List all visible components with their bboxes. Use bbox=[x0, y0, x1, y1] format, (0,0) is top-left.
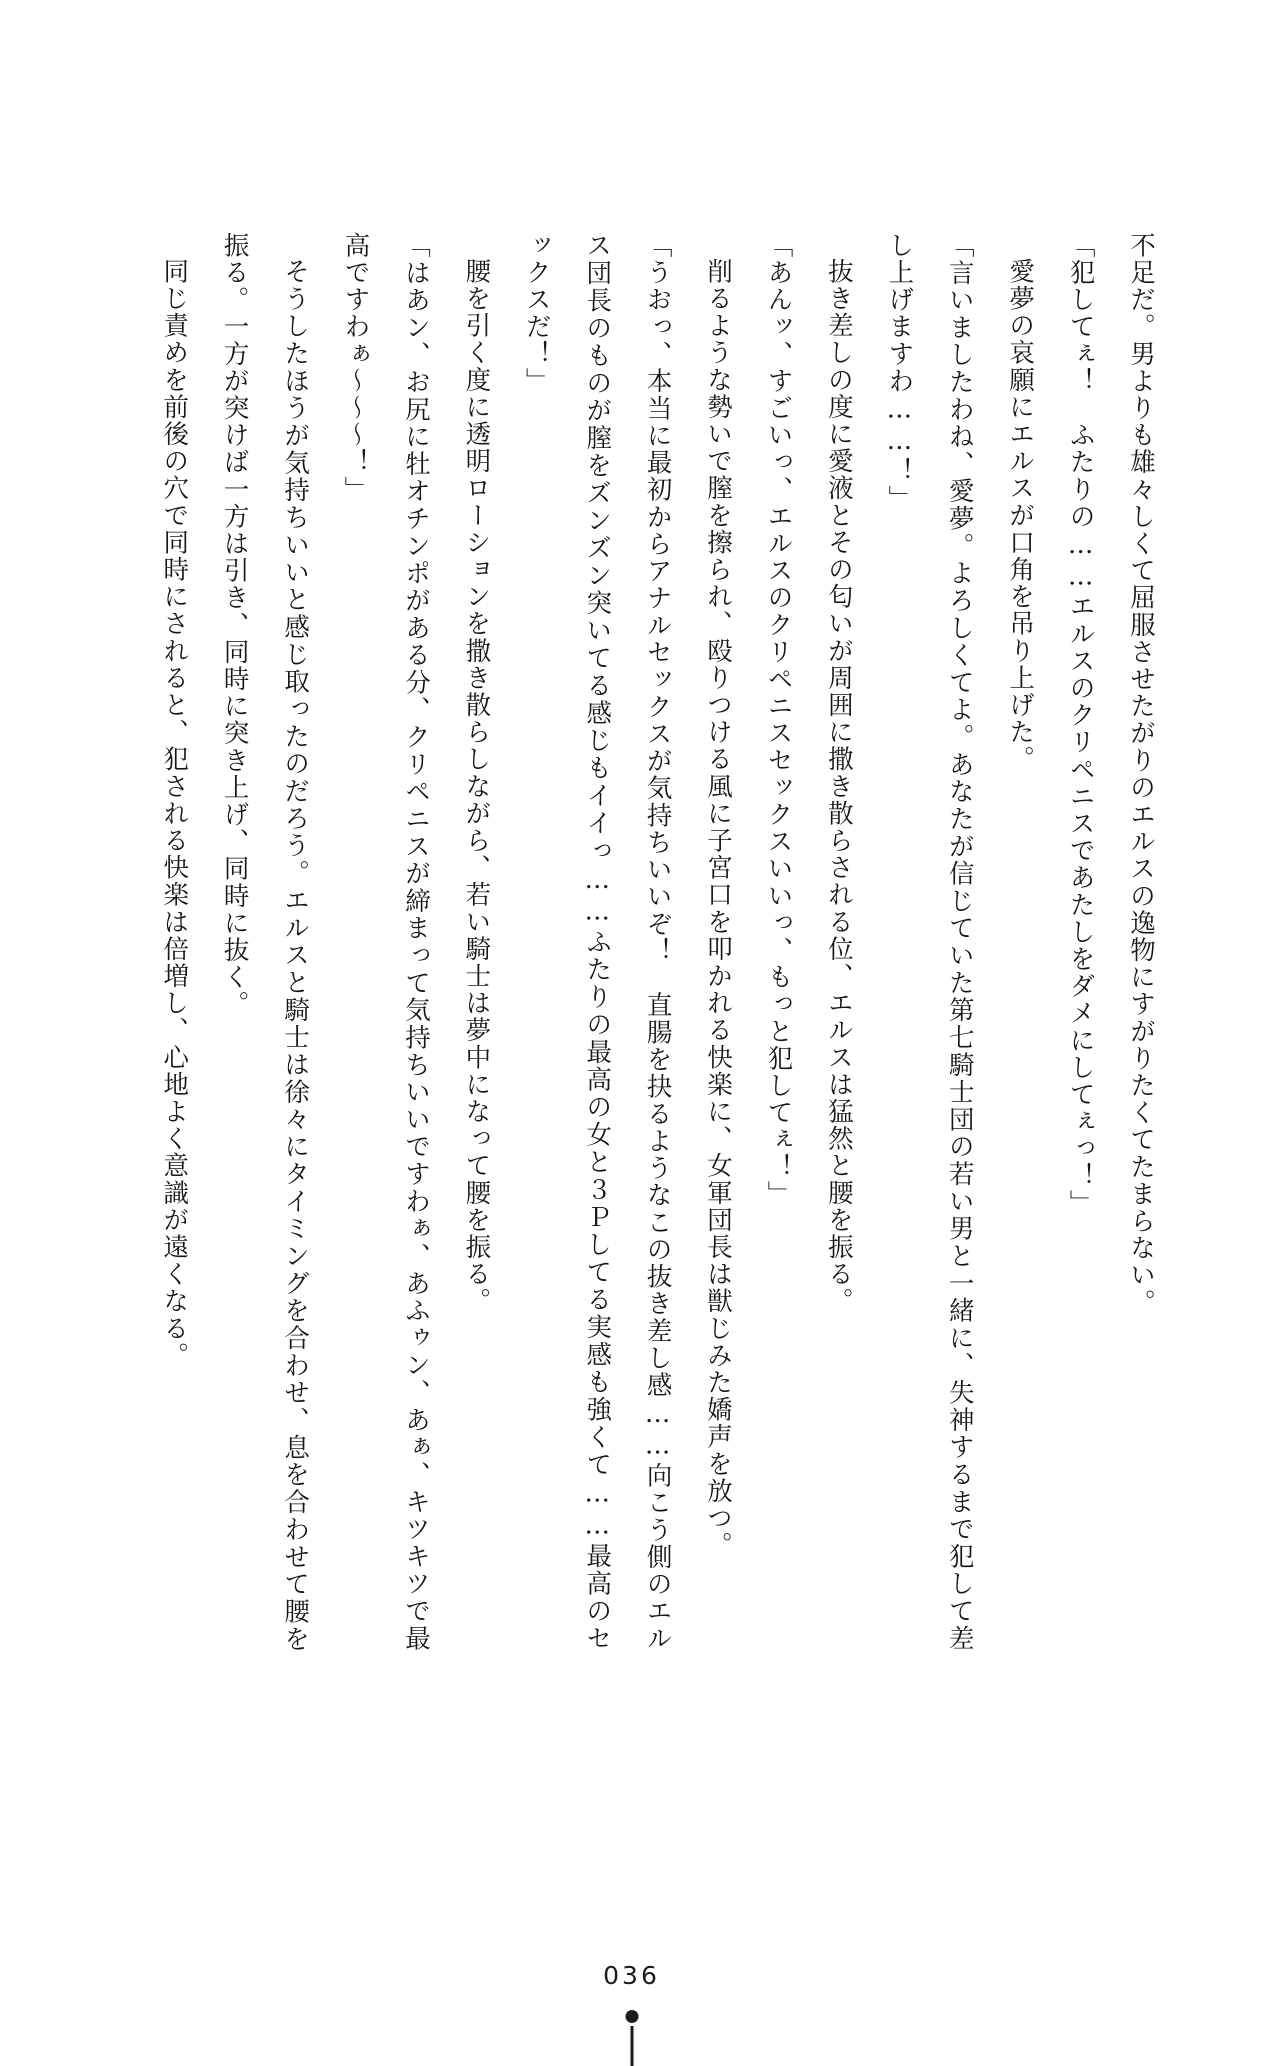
paragraph: 腰を引く度に透明ローションを撒き散らしながら、若い騎士は夢中になって腰を振る。 bbox=[461, 257, 492, 1315]
novel-body-text bbox=[120, 232, 1171, 1652]
folio-ornament bbox=[622, 2010, 642, 2066]
paragraph: 「はあン、お尻に牡オチンポがある分、クリペニスが締まって気持ちいいですわぁ、あふゥン、あぁ、キツキツで最高ですわぁ～～～！」 bbox=[340, 232, 431, 1652]
ornament-dot-icon bbox=[625, 2010, 638, 2023]
paragraph: 「あんッ、すごいっ、エルスのクリペニスセックスいいっ、もっと犯してぇ！」 bbox=[763, 232, 794, 1208]
page-number: 036 bbox=[603, 1961, 660, 1990]
paragraph: 同じ責めを前後の穴で同時にされると、犯される快楽は倍増し、心地よく意識が遠くなる。 bbox=[159, 257, 190, 1369]
paragraph: 「うおっ、本当に最初からアナルセックスが気持ちいいぞ！ 直腸を抉るようなこの抜き差し感……向こう側のエルス団長のものが膣をズンズン突いてる感じもイイっ……ふたりの最高の女と３Ｐしてる実感も強くて……最高のセックスだ！」 bbox=[521, 232, 673, 1652]
paragraph: 愛夢の哀願にエルスが口角を吊り上げた。 bbox=[1005, 257, 1036, 773]
paragraph: 削るような勢いで膣を擦られ、殴りつける風に子宮口を叩かれる快楽に、女軍団長は獣じみた嬌声を放つ。 bbox=[703, 257, 734, 1559]
paragraph: 「言いましたわね、愛夢。よろしくてよ。あなたが信じていた第七騎士団の若い男と一緒に、失神するまで犯して差し上げますわ……！」 bbox=[884, 232, 975, 1652]
ornament-rule-icon bbox=[630, 2026, 633, 2066]
paragraph: そうしたほうが気持ちいいと感じ取ったのだろう。エルスと騎士は徐々にタイミングを合わせ、息を合わせて腰を振る。一方が突けば一方は引き、同時に突き上げ、同時に抜く。 bbox=[219, 232, 311, 1652]
paragraph: 「犯してぇ！ ふたりの……エルスのクリペニスであたしをダメにしてぇっ！」 bbox=[1065, 232, 1096, 1217]
paragraph: 不足だ。男よりも雄々しくて屈服させたがりのエルスの逸物にすがりたくてたまらない。 bbox=[1126, 232, 1156, 1316]
paragraph: 抜き差しの度に愛液とその匂いが周囲に撒き散らされる位、エルスは猛然と腰を振る。 bbox=[823, 257, 854, 1315]
